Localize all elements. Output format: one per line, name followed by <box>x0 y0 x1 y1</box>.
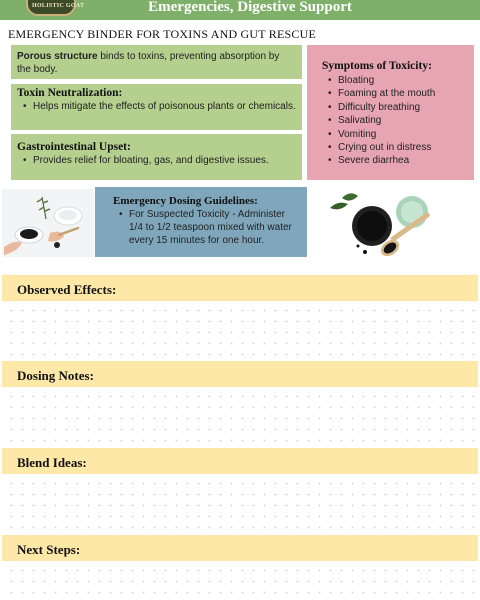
list-item: • Vomiting <box>322 128 459 141</box>
list-item: • Crying out in distress <box>322 141 459 154</box>
blend-ideas-notes-area[interactable] <box>2 474 478 535</box>
page-title: Emergencies, Digestive Support <box>148 0 352 15</box>
blend-ideas-header <box>2 448 478 474</box>
porous-lead: Porous structure binds to toxins, preventing absorption by the body. <box>17 51 280 75</box>
list-item: • Bloating <box>322 74 459 87</box>
list-item: • Foaming at the mouth <box>322 87 459 100</box>
section-label: Next Steps: <box>17 542 81 557</box>
porous-structure-box <box>11 45 302 79</box>
charcoal-jar-photo <box>320 186 440 268</box>
list-item: • Provides relief for bloating, gas, and digestive issues. <box>17 154 296 167</box>
next-steps-header <box>2 535 478 561</box>
dosing-notes-header <box>2 361 478 387</box>
charcoal-hands-photo <box>2 189 94 257</box>
symptoms-box <box>307 45 474 180</box>
list-item: • Severe diarrhea <box>322 154 459 167</box>
observed-effects-header <box>2 275 478 301</box>
list-item: • Helps mitigate the effects of poisonous plants or chemicals. <box>17 100 296 113</box>
symptoms-title: Symptoms of Toxicity: <box>322 60 432 72</box>
list-item: • Difficulty breathing <box>322 101 459 114</box>
gastro-list <box>17 154 296 167</box>
header-banner <box>0 0 480 20</box>
logo-text: HOLISTIC GOAT <box>32 3 85 9</box>
gastro-title: Gastrointestinal Upset: <box>17 141 131 153</box>
section-label: Dosing Notes: <box>17 368 94 383</box>
section-label: Blend Ideas: <box>17 455 87 470</box>
page-subtitle: EMERGENCY BINDER FOR TOXINS AND GUT RESCUE <box>8 27 316 41</box>
toxin-list <box>17 100 296 113</box>
toxin-title: Toxin Neutralization: <box>17 87 123 99</box>
dosing-guidelines-box <box>95 187 307 257</box>
list-item: • For Suspected Toxicity - Administer 1/4 to 1/2 teaspoon mixed with water every 15 minutes for one hour. <box>113 208 297 247</box>
section-label: Observed Effects: <box>17 282 117 297</box>
toxin-neutralization-box <box>11 84 302 130</box>
dosing-list <box>113 208 297 247</box>
list-item: • Salivating <box>322 114 459 127</box>
gastrointestinal-box <box>11 134 302 180</box>
symptoms-list <box>322 74 459 168</box>
dosing-title: Emergency Dosing Guidelines: <box>113 195 258 207</box>
dosing-notes-area[interactable] <box>2 387 478 448</box>
observed-effects-notes-area[interactable] <box>2 301 478 361</box>
next-steps-notes-area[interactable] <box>2 561 478 600</box>
